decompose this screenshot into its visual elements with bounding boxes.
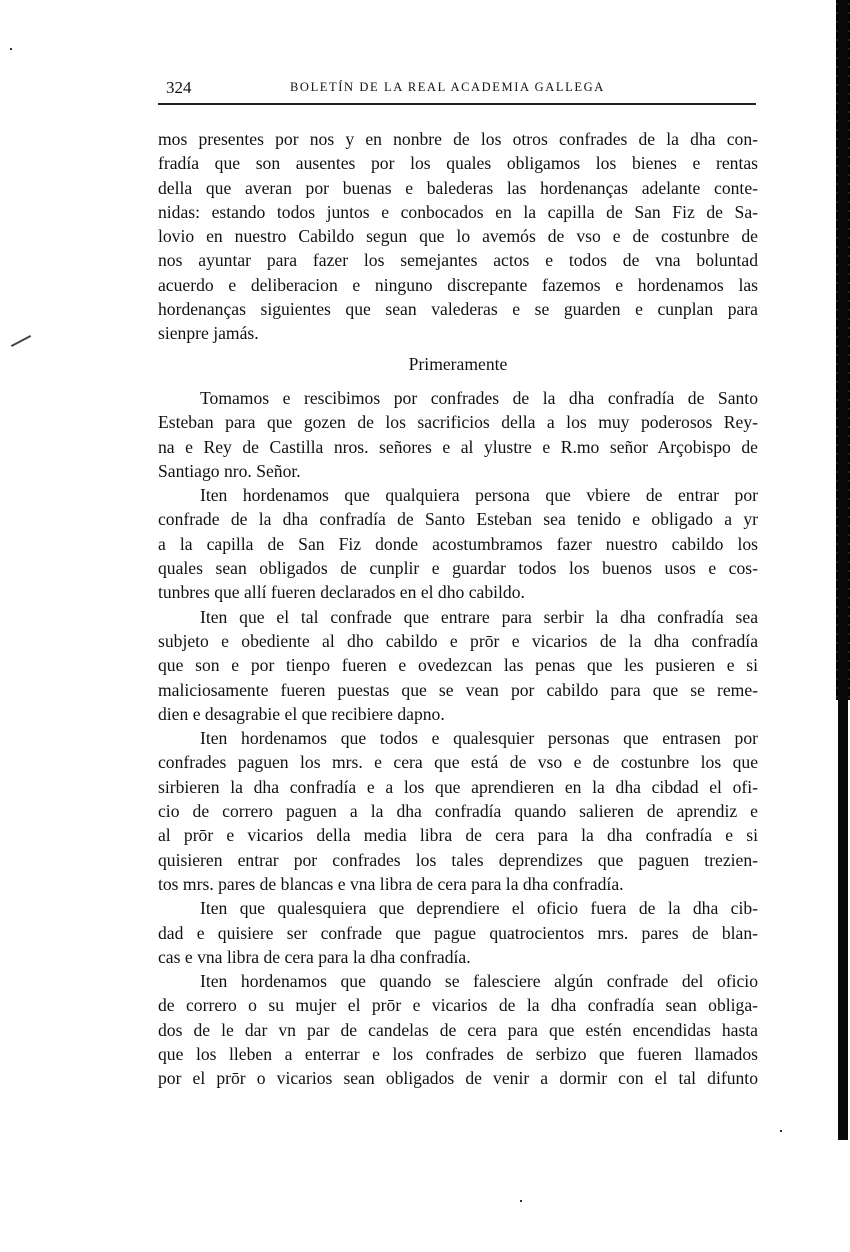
text-line: Esteban para que gozen de los sacrificios della a los muy poderosos Rey- [158,412,758,433]
text-line: della que averan por buenas e balederas las hordenanças adelante conte- [158,177,758,198]
scan-speck [780,1130,782,1132]
text-line: sirbieren la dha confradía e a los que aprendieren en la dha cibdad el ofi- [158,776,758,797]
text-line: tos mrs. pares de blancas e vna libra de cera para la dha confradía. [158,873,624,894]
section-heading: Primeramente [408,353,508,374]
text-line: quisieren entrar por confrades los tales deprendizes que paguen trezien- [158,849,758,870]
text-line: quales sean obligados de cunplir e guardar todos los buenos usos e cos- [158,558,758,579]
text-line: a la capilla de San Fiz donde acostumbramos fazer nuestro cabildo los [158,533,758,554]
paragraph-4 [158,726,758,896]
text-line: sienpre jamás. [158,323,259,344]
text-line: al prōr e vicarios della media libra de cera para la dha confradía e si [158,825,758,846]
text-line: acuerdo e deliberacion e ninguno discrepante fazemos e hordenamos las [158,274,758,295]
text-line: que son e por tienpo fueren e ovedezcan las penas que les pusieren e si [158,655,758,676]
text-line: dad e quisiere ser confrade que pague quatrocientos mrs. pares de blan- [158,922,758,943]
text-line: cio de correro paguen a la dha confradía quando salieren de aprendiz e [158,801,758,822]
scan-speck [520,1200,522,1202]
text-line: cas e vna libra de cera para la dha confradía. [158,946,471,967]
text-line: Iten hordenamos que quando se falesciere algún confrade del oficio [200,971,758,992]
scan-border [838,0,848,1140]
text-line: nos ayuntar para fazer los semejantes actos e todos de vna boluntad [158,250,758,271]
text-line: nidas: estando todos juntos e conbocados en la capilla de San Fiz de Sa- [158,201,758,222]
paragraph-3 [158,605,758,726]
text-line: Iten hordenamos que qualquiera persona que vbiere de entrar por [200,485,758,506]
paragraph-6 [158,969,758,1090]
text-line: confrades paguen los mrs. e cera que está de vso e de costunbre los que [158,752,758,773]
text-line: Iten que qualesquiera que deprendiere el oficio fuera de la dha cib- [200,898,758,919]
text-line: tunbres que allí fueren declarados en el dho cabildo. [158,582,525,603]
text-line: subjeto e obediente al dho cabildo e prōr e vicarios de la dha confradía [158,630,758,651]
text-line: confrade de la dha confradía de Santo Esteban sea tenido e obligado a yr [158,509,758,530]
text-line: Iten hordenamos que todos e qualesquier personas que entrasen por [200,728,758,749]
text-line: maliciosamente fueren puestas que se vean por cabildo para que se reme- [158,679,758,700]
text-line: Iten que el tal confrade que entrare para serbir la dha confradía sea [200,606,758,627]
paragraph-1 [158,386,758,483]
text-line: mos presentes por nos y en nonbre de los otros confrades de la dha con- [158,129,758,149]
header-rule [158,103,756,105]
text-line: fradía que son ausentes por los quales obligamos los bienes e rentas [158,153,758,174]
text-line: hordenanças siguientes que sean valederas e se guarden e cunplan para [158,299,758,320]
text-line: Santiago nro. Señor. [158,460,301,481]
paragraph-5 [158,896,758,969]
paragraph-2 [158,483,758,604]
running-head [158,72,758,100]
text-line: por el prōr o vicarios sean obligados de venir a dormir con el tal difunto [158,1068,758,1089]
text-line: Tomamos e rescibimos por confrades de la dha confradía de Santo [200,387,758,408]
body-text [158,127,758,1091]
intro-paragraph [158,127,758,346]
text-line: dos de le dar vn par de candelas de cera para que estén encendidas hasta [158,1019,758,1040]
text-line: de correro o su mujer el prōr e vicarios de la dha confradía sean obliga- [158,995,758,1016]
text-line: lovio en nuestro Cabildo segun que lo avemós de vso e de costunbre de [158,226,758,247]
page-number: 324 [166,78,192,97]
scan-speck [10,48,12,50]
text-line: dien e desagrabie el que recibiere dapno. [158,703,445,724]
text-line: na e Rey de Castilla nros. señores e al ylustre e R.mo señor Arçobispo de [158,436,758,457]
journal-title: BOLETÍN DE LA REAL ACADEMIA GALLEGA [290,80,605,94]
margin-pencil-mark [11,335,31,347]
book-page [158,72,758,1089]
text-line: que los lleben a enterrar e los confrades de serbizo que fueren llamados [158,1043,758,1064]
